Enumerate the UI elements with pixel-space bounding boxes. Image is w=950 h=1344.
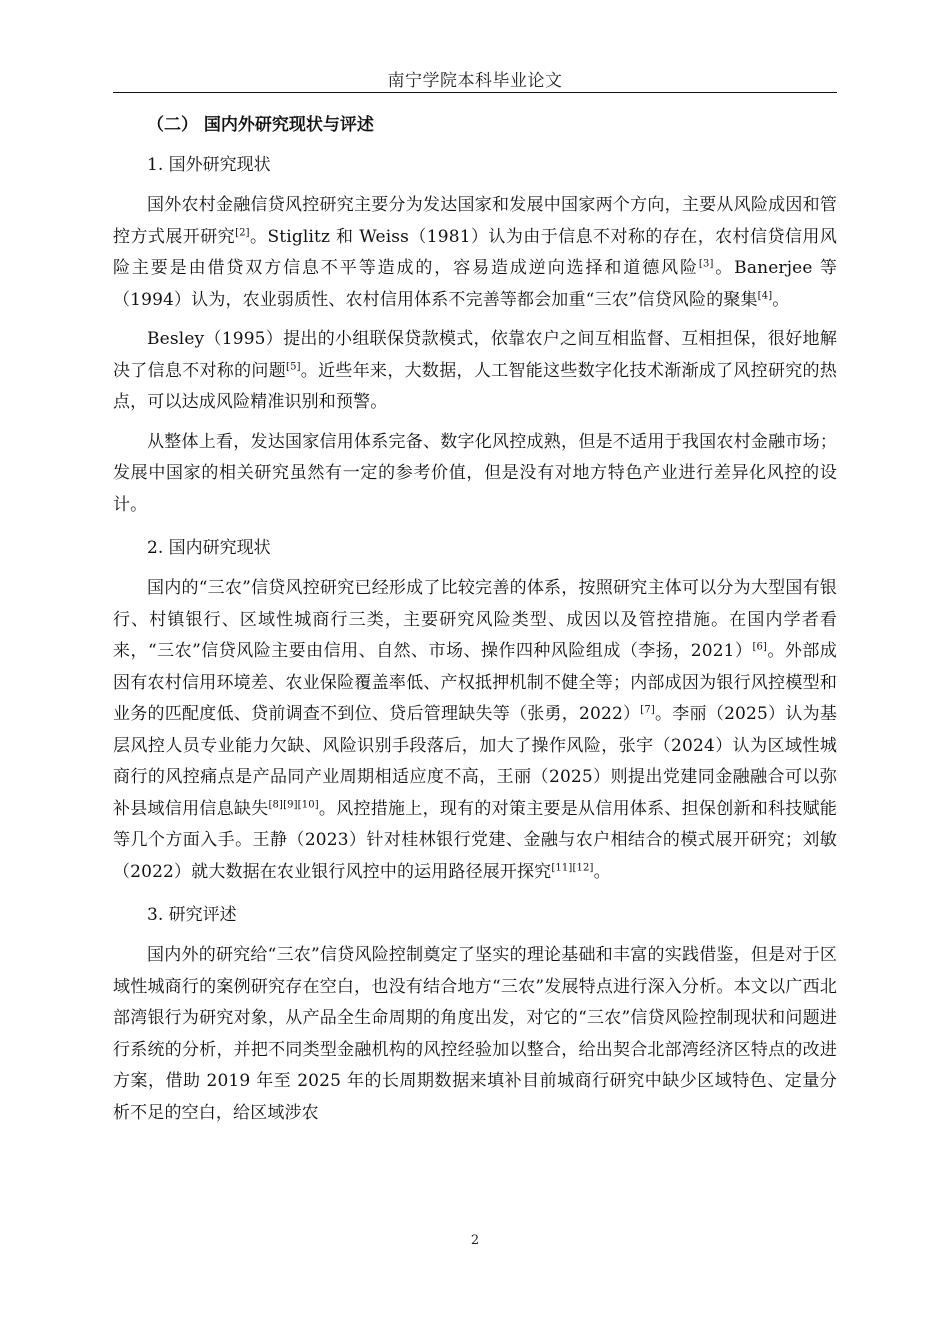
page-body (113, 110, 837, 1137)
header-rule (113, 92, 837, 93)
text-run: 国内的“三农”信贷风控研究已经形成了比较完善的体系，按照研究主体可以分为大型国有银行、村镇银行、区域性城商行三类，主要研究风险类型、成因以及管控措施。在国内学者看来，“三农”信贷风险主要由信用、自然、市场、操作四种风险组成（李扬，2021） (113, 578, 837, 661)
text-run: 。风控措施上，现有的对策主要是从信用体系、担保创新和科技赋能等几个方面入手。王静（2023）针对桂林银行党建、金融与农户相结合的模式展开研究；刘敏（2022）就大数据在农业银行风控中的运用路径展开探究 (113, 798, 837, 882)
citation-ref: [11][12] (551, 861, 594, 873)
text-run: 。李丽（2025）认为基层风控人员专业能力欠缺、风险识别手段落后，加大了操作风险，张宇（2024）认为区域性城商行的风控痛点是产品同产业周期相适应度不高，王丽（2025）则提出党建同金融融合可以弥补县域信用信息缺失 (113, 704, 837, 819)
text-run: 。外部成因有农村信用环境差、农业保险覆盖率低、产权抵押机制不健全等；内部成因为银行风控模型和业务的匹配度低、贷前调查不到位、贷后管理缺失等（张勇，2022） (113, 641, 837, 724)
section-heading: （二） 国内外研究现状与评述 (147, 115, 374, 135)
text-run: 。近些年来，大数据，人工智能这些数字化技术渐渐成了风控研究的热点，可以达成风险精准识别和预警。 (113, 360, 838, 412)
text-run: 。 (772, 289, 790, 310)
subsection-heading-domestic: 2. 国内研究现状 (147, 538, 271, 558)
paragraph-domestic-1 (113, 573, 837, 888)
citation-ref: [2] (235, 226, 250, 238)
text-run: 。Stiglitz 和 Weiss（1981）认为由于信息不对称的存在，农村信贷信用风险主要是由借贷双方信息不平等造成的，容易造成逆向选择和道德风险 (113, 226, 837, 278)
citation-ref: [8][9][10] (268, 798, 319, 810)
paragraph-review-1: 国内外的研究给“三农”信贷风险控制奠定了坚实的理论基础和丰富的实践借鉴，但是对于区域性城商行的案例研究存在空白，也没有结合地方“三农”发展特点进行深入分析。本文以广西北部湾银行为研究对象，从产品全生命周期的角度出发，对它的“三农”信贷风险控制现状和问题进行系统的分析，并把不同类型金融机构的风控经验加以整合，给出契合北部湾经济区特点的改进方案，借助 2019 年至 2025 年的长周期数据来填补目前城商行研究中缺少区域特色、定量分析不足的空白，给区域涉农 (113, 945, 837, 1123)
paragraph-foreign-1 (113, 190, 837, 316)
citation-ref: [4] (757, 289, 773, 301)
text-run: 。 (593, 861, 611, 882)
citation-ref: [6] (752, 641, 768, 653)
page-number: 2 (470, 1233, 480, 1248)
citation-ref: [3] (698, 258, 714, 270)
subsection-heading-review: 3. 研究评述 (147, 905, 237, 925)
paragraph-foreign-3: 从整体上看，发达国家信用体系完备、数字化风控成熟，但是不适用于我国农村金融市场；发展中国家的相关研究虽然有一定的参考价值，但是没有对地方特色产业进行差异化风控的设计。 (113, 431, 837, 515)
text-run: 。Banerjee 等（1994）认为，农业弱质性、农村信用体系不完善等都会加重“三农”信贷风险的聚集 (113, 258, 837, 310)
citation-ref: [5] (286, 360, 301, 372)
text-run: Besley（1995）提出的小组联保贷款模式，依靠农户之间互相监督、互相担保，很好地解决了信息不对称的问题 (113, 329, 837, 381)
paragraph-foreign-2 (113, 324, 837, 419)
text-run: 国外农村金融信贷风控研究主要分为发达国家和发展中国家两个方向，主要从风险成因和管控方式展开研究 (113, 195, 837, 247)
citation-ref: [7] (640, 704, 655, 716)
subsection-heading-foreign: 1. 国外研究现状 (147, 155, 271, 175)
running-header: 南宁学院本科毕业论文 (387, 71, 563, 91)
